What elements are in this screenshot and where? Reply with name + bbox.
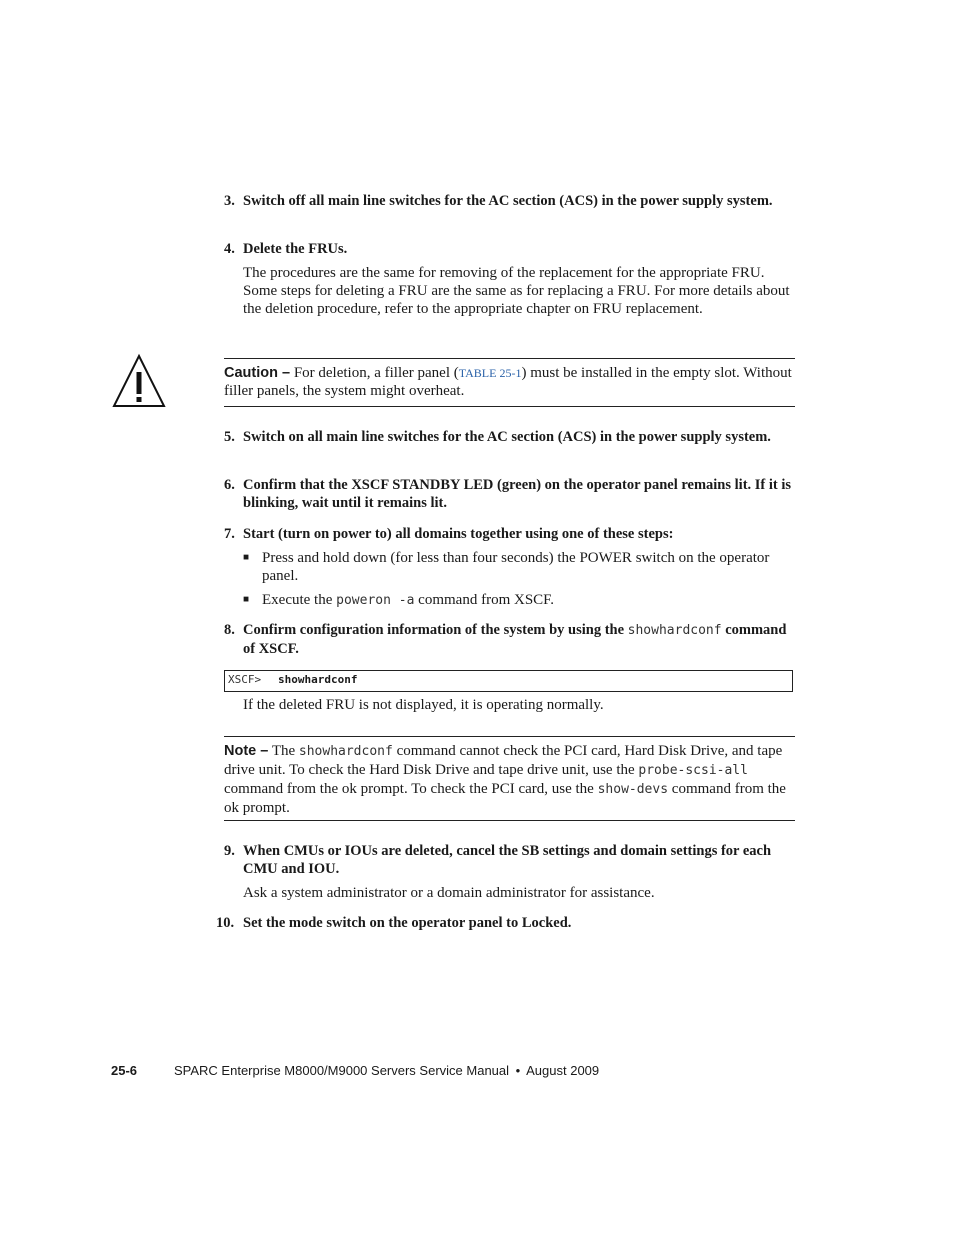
step-text: Delete the FRUs. <box>243 241 348 257</box>
step-text: Switch on all main line switches for the AC section (ACS) in the power supply system. <box>243 429 771 445</box>
list-item <box>243 591 783 610</box>
note-lead: Note – <box>224 743 269 759</box>
step-number: 9. <box>224 843 235 859</box>
step-text: Switch off all main line switches for the AC section (ACS) in the power supply system. <box>243 193 773 209</box>
footer-separator: • <box>515 1063 521 1078</box>
page-number: 25-6 <box>111 1063 138 1078</box>
note-top-rule <box>224 736 795 737</box>
step-number: 3. <box>224 193 235 209</box>
step-number: 6. <box>224 477 235 493</box>
caution-lead: Caution – <box>224 365 291 381</box>
step-text: When CMUs or IOUs are deleted, cancel the SB settings and domain settings for each CMU and IOU. <box>243 843 772 877</box>
code-command: showhardconf <box>278 673 358 686</box>
note-text: Note – The showhardconf command cannot check the PCI card, Hard Disk Drive, and tape drive unit. To check the Hard Disk Drive and tape drive unit, use the probe-scsi-all command from the ok prompt. To check the PCI card, use the show-devs command from the ok prompt. <box>224 743 786 816</box>
step-9 <box>224 842 794 878</box>
footer-title: SPARC Enterprise M8000/M9000 Servers Service Manual • August 2009 <box>174 1063 600 1078</box>
step-10 <box>216 914 794 932</box>
note-bottom-rule <box>224 820 795 821</box>
step-5 <box>224 428 794 446</box>
list-item <box>243 549 783 585</box>
code-prompt: XSCF> <box>228 673 262 686</box>
step-number: 8. <box>224 622 235 638</box>
step-text: Set the mode switch on the operator panel to Locked. <box>243 915 572 931</box>
step-6 <box>224 476 794 512</box>
step-9-paragraph: Ask a system administrator or a domain administrator for assistance. <box>243 885 655 901</box>
step-number: 4. <box>224 241 235 257</box>
command-code: show-devs <box>597 782 669 797</box>
bullet-icon: ■ <box>243 594 250 605</box>
step-4 <box>224 240 794 258</box>
step-7 <box>224 525 794 543</box>
bullet-icon: ■ <box>243 552 250 563</box>
list-item-text: Execute the poweron -a command from XSCF. <box>262 592 555 608</box>
step-text: Confirm configuration information of the system by using the showhardconf command of XSCF. <box>243 622 787 657</box>
command-code: showhardconf <box>627 623 722 638</box>
caution-text-a: For deletion, a filler panel ( <box>293 365 459 381</box>
step-number: 5. <box>224 429 235 445</box>
caution-text <box>224 364 795 400</box>
command-code: showhardconf <box>298 744 393 759</box>
step-4-paragraph: The procedures are the same for removing of the replacement for the appropriate FRU. Some steps for deleting a FRU are the same as for replacing a FRU. For more details about the deletion procedure, refer to the appropriate chapter on FRU replacement. <box>243 265 790 317</box>
step-number: 10. <box>216 915 235 931</box>
caution-text-b: ) must be installed in the empty slot. Without filler panels, the system might overheat. <box>224 365 792 399</box>
caution-top-rule <box>224 358 795 359</box>
command-code: probe-scsi-all <box>638 763 748 778</box>
command-code: poweron -a <box>336 593 415 608</box>
caution-bottom-rule <box>224 406 795 407</box>
step-text: Start (turn on power to) all domains together using one of these steps: <box>243 526 674 542</box>
table-link[interactable]: TABLE 25-1 <box>458 366 522 380</box>
step-8-paragraph: If the deleted FRU is not displayed, it is operating normally. <box>243 697 604 713</box>
footer-date: August 2009 <box>526 1063 600 1078</box>
step-3 <box>224 192 794 210</box>
step-8 <box>224 621 794 658</box>
warning-triangle-icon <box>111 352 167 410</box>
step-number: 7. <box>224 526 235 542</box>
list-item-text: Press and hold down (for less than four seconds) the POWER switch on the operator panel. <box>262 550 770 584</box>
step-text: Confirm that the XSCF STANDBY LED (green) on the operator panel remains lit. If it is blinking, wait until it remains lit. <box>243 477 792 511</box>
code-example <box>224 670 793 692</box>
